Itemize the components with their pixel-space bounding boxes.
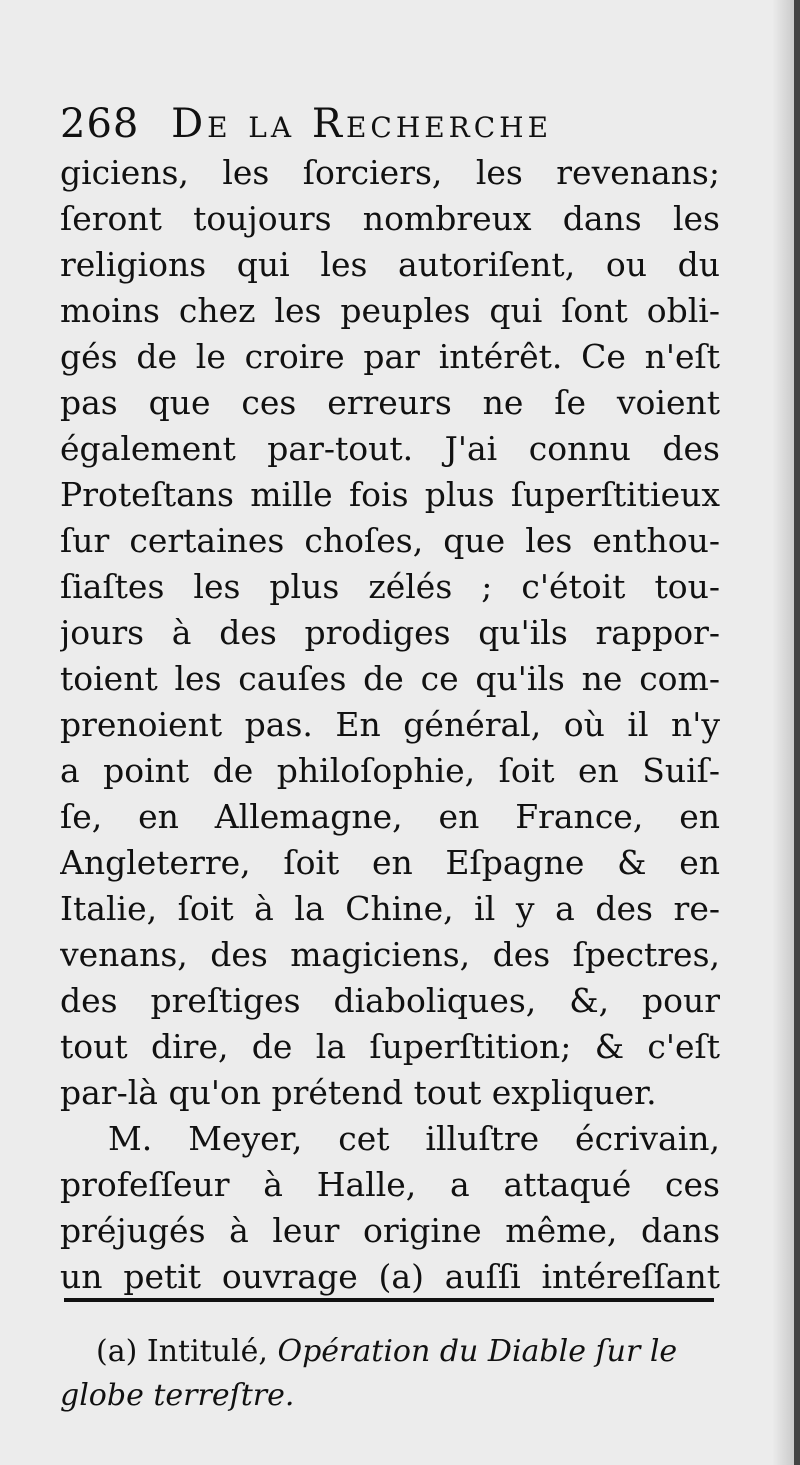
text-line: pas que ces erreurs ne ſe voient	[60, 383, 720, 422]
footnote-marker: (a)	[96, 1334, 138, 1369]
text-line: M. Meyer, cet illuſtre écrivain,	[108, 1119, 720, 1158]
text-line: également par-tout. J'ai connu des	[60, 429, 720, 468]
book-spine	[794, 0, 800, 1465]
text-line: Proteſtans mille fois plus ſuperſtitieux	[60, 475, 720, 514]
text-line: profeſſeur à Halle, a attaqué ces	[60, 1165, 720, 1204]
footnote-rule	[64, 1298, 714, 1302]
text-line: venans, des magiciens, des ſpectres,	[60, 935, 720, 974]
text-line: prenoient pas. En général, où il n'y	[60, 705, 720, 744]
footnote-intro: Intitulé,	[146, 1334, 268, 1369]
text-line: un petit ouvrage (a) auſſi intéreſſant	[60, 1257, 720, 1296]
footnote-line	[60, 1374, 720, 1418]
text-line: par-là qu'on prétend tout expliquer.	[60, 1073, 657, 1112]
text-line: tout dire, de la ſuperſtition; & c'eſt	[60, 1027, 720, 1066]
text-line: ſiaſtes les plus zélés ; c'étoit tou-	[60, 567, 720, 606]
text-line: préjugés à leur origine même, dans	[60, 1211, 720, 1250]
footnote-line	[60, 1330, 720, 1374]
text-line: religions qui les autoriſent, ou du	[60, 245, 720, 284]
text-line: Italie, ſoit à la Chine, il y a des re-	[60, 889, 720, 928]
text-line: ſeront toujours nombreux dans les	[60, 199, 720, 238]
text-line: giciens, les ſorciers, les revenans;	[60, 153, 720, 192]
text-line: toient les cauſes de ce qu'ils ne com-	[60, 659, 720, 698]
text-line: ſe, en Allemagne, en France, en	[60, 797, 720, 836]
text-line: gés de le croire par intérêt. Ce n'eſt	[60, 337, 720, 376]
text-line: jours à des prodiges qu'ils rappor-	[60, 613, 720, 652]
footnote-title-continued: globe terreſtre.	[60, 1378, 295, 1413]
footnote-title: Opération du Diable ſur le	[277, 1334, 678, 1369]
text-line: ſur certaines choſes, que les enthou-	[60, 521, 720, 560]
running-title: De la Recherche	[171, 101, 553, 147]
text-line: des preſtiges diaboliques, &, pour	[60, 981, 720, 1020]
footnote	[60, 1330, 720, 1418]
text-line: Angleterre, ſoit en Eſpagne & en	[60, 843, 720, 882]
body-text	[60, 150, 720, 1300]
page-number: 268	[60, 101, 140, 147]
text-line: a point de philoſophie, ſoit en Suiſ-	[60, 751, 720, 790]
running-header	[60, 100, 720, 148]
text-line: moins chez les peuples qui ſont obli-	[60, 291, 720, 330]
